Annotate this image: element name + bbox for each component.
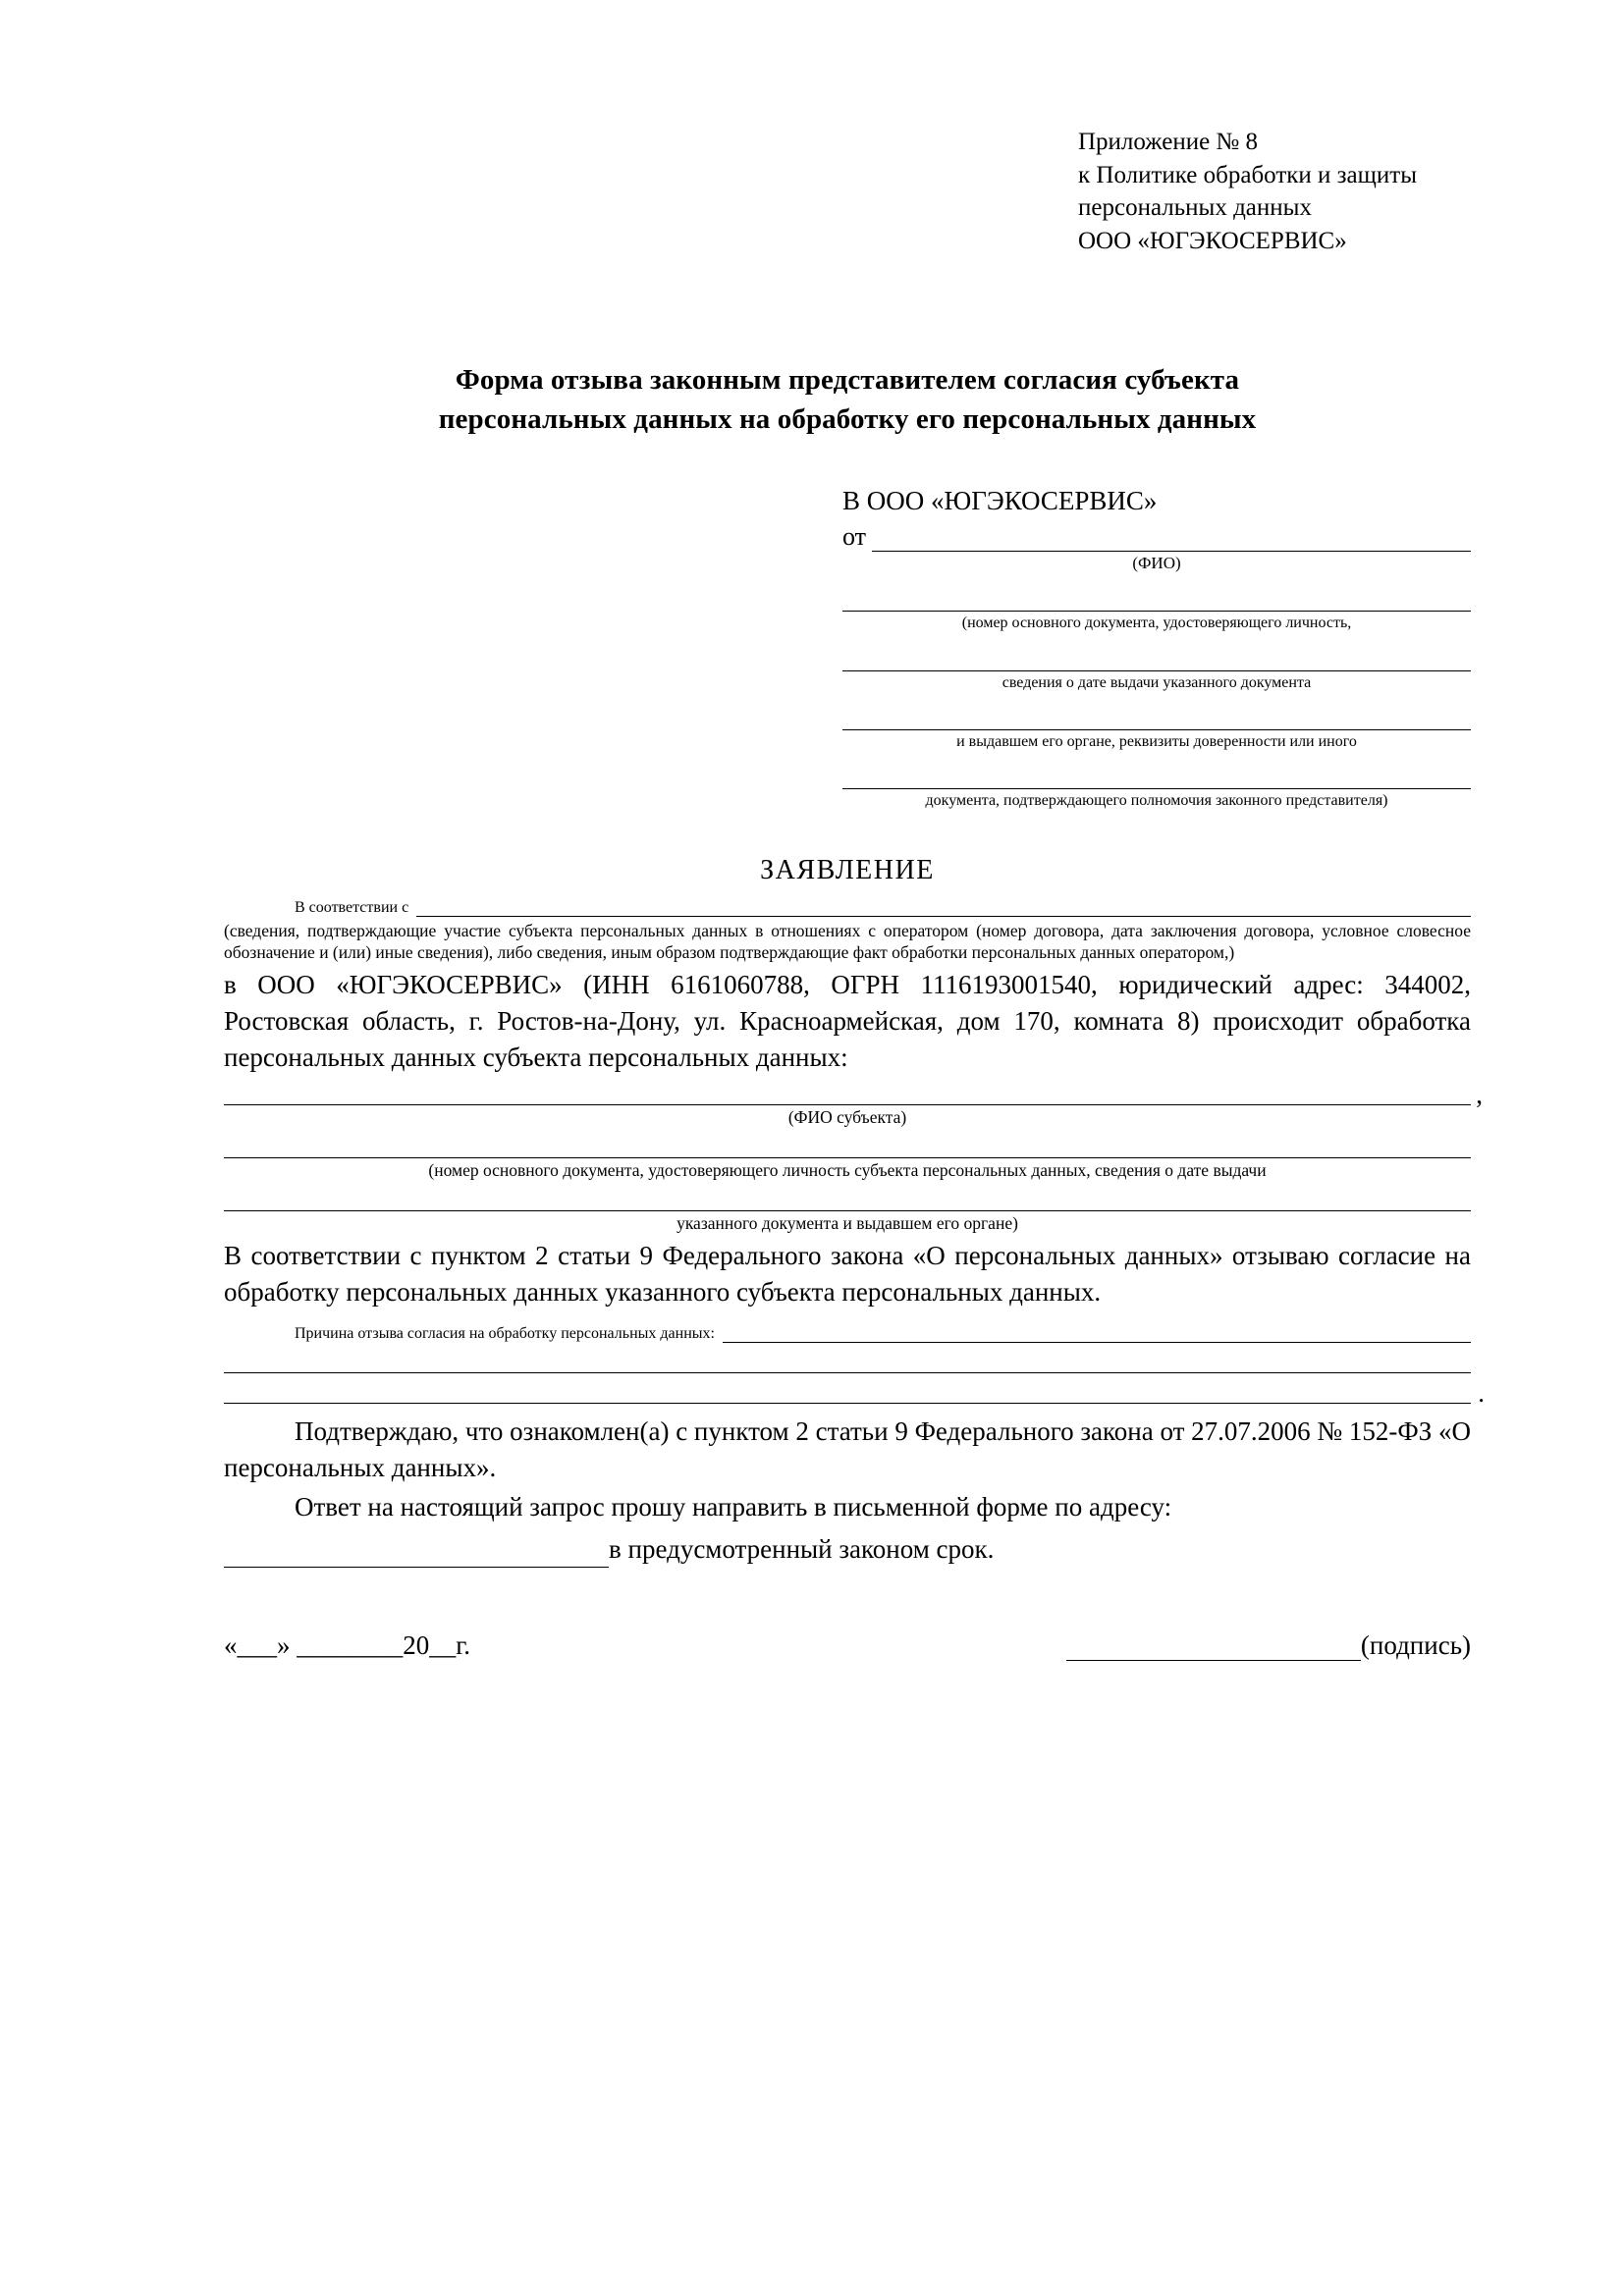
signature-row bbox=[224, 1630, 1471, 1661]
page-title-line2: персональных данных на обработку его персональных данных bbox=[438, 403, 1257, 436]
appendix-company: ООО «ЮГЭКОСЕРВИС» bbox=[1078, 227, 1347, 254]
fio-caption: (ФИО) bbox=[1132, 554, 1181, 573]
addressee-block bbox=[842, 486, 1471, 810]
statement-heading: ЗАЯВЛЕНИЕ bbox=[760, 855, 935, 886]
from-label: от bbox=[842, 522, 867, 552]
organization-paragraph: в ООО «ЮГЭКОСЕРВИС» (ИНН 6161060788, ОГРН 1116193001540, юридический адрес: 344002, Ростовская область, г. Ростов-на-Дону, ул. Красноармейская, дом 170, комната 8) происходит обработка персональных данных субъекта персональных данных: bbox=[224, 970, 1471, 1072]
statement-note: (сведения, подтверждающие участие субъекта персональных данных в отношениях с оператором (номер договора, дата заключения договора, условное словесное обозначение и (или) иные сведения), либо сведения, иным образом подтверждающие факт обработки персональных данных оператором,) bbox=[224, 921, 1471, 963]
document-number-input-line[interactable] bbox=[842, 583, 1471, 612]
appendix-policy-line1: к Политике обработки и защиты bbox=[1078, 161, 1418, 188]
reason-label: Причина отзыва согласия на обработку персональных данных: bbox=[295, 1324, 715, 1342]
answer-address-row bbox=[224, 1531, 1471, 1568]
document-organ-caption: и выдавшем его органе, реквизиты доверенности или иного bbox=[956, 732, 1357, 750]
period-mark: . bbox=[1478, 1377, 1485, 1408]
answer-address-input-line[interactable] bbox=[224, 1543, 609, 1568]
reason-row bbox=[224, 1318, 1471, 1343]
document-organ-input-line[interactable] bbox=[842, 702, 1471, 730]
from-row bbox=[842, 522, 1471, 552]
document-powers-input-line[interactable] bbox=[842, 761, 1471, 789]
page-title bbox=[224, 360, 1471, 439]
date-field[interactable]: «___» ________20__г. bbox=[224, 1629, 471, 1660]
appendix-policy-line2: персональных данных bbox=[1078, 194, 1312, 221]
document-date-caption: сведения о дате выдачи указанного документа bbox=[1001, 673, 1312, 691]
subject-doc-caption: (номер основного документа, удостоверяющего личность субъекта персональных данных, сведения о дате выдачи bbox=[428, 1160, 1267, 1181]
appendix-number: Приложение № 8 bbox=[1078, 129, 1259, 155]
in-accordance-row bbox=[224, 894, 1471, 917]
subject-fio-caption: (ФИО субъекта) bbox=[787, 1107, 907, 1128]
subject-doc-organ-input-line[interactable] bbox=[224, 1181, 1471, 1211]
document-date-input-line[interactable] bbox=[842, 643, 1471, 671]
comma-mark: , bbox=[1476, 1080, 1483, 1110]
answer-request-paragraph: Ответ на настоящий запрос прошу направить в письменной форме по адресу: bbox=[295, 1492, 1172, 1522]
document-number-caption: (номер основного документа, удостоверяющего личность, bbox=[961, 614, 1352, 632]
in-accordance-label: В соответствии с bbox=[295, 899, 409, 917]
reason-input-line-1[interactable] bbox=[723, 1318, 1471, 1343]
document-powers-caption: документа, подтверждающего полномочия законного представителя) bbox=[925, 791, 1388, 809]
in-accordance-input-line[interactable] bbox=[416, 894, 1471, 917]
page-title-line1: Форма отзыва законным представителем согласия субъекта bbox=[455, 364, 1240, 396]
signature-input-line[interactable] bbox=[1066, 1638, 1361, 1661]
confirmation-paragraph: Подтверждаю, что ознакомлен(а) с пунктом 2 статьи 9 Федерального закона от 27.07.2006 № 152-ФЗ «О персональных данных». bbox=[224, 1415, 1471, 1482]
appendix-header bbox=[1078, 126, 1471, 257]
reason-input-line-2[interactable] bbox=[224, 1343, 1471, 1373]
addressee-organization: В ООО «ЮГЭКОСЕРВИС» bbox=[842, 486, 1158, 516]
revoke-paragraph: В соответствии с пунктом 2 статьи 9 Федерального закона «О персональных данных» отзываю согласие на обработку персональных данных указанного субъекта персональных данных. bbox=[224, 1241, 1471, 1308]
fio-input-line[interactable] bbox=[872, 529, 1471, 552]
signature-caption: (подпись) bbox=[1360, 1629, 1471, 1660]
document-content bbox=[224, 126, 1485, 1661]
answer-address-tail: в предусмотренный законом срок. bbox=[609, 1534, 995, 1565]
subject-doc-input-line[interactable] bbox=[224, 1128, 1471, 1158]
subject-fio-input-line[interactable] bbox=[224, 1075, 1483, 1110]
subject-doc-organ-caption: указанного документа и выдавшем его органе) bbox=[677, 1213, 1018, 1234]
reason-input-line-3[interactable] bbox=[224, 1373, 1485, 1408]
